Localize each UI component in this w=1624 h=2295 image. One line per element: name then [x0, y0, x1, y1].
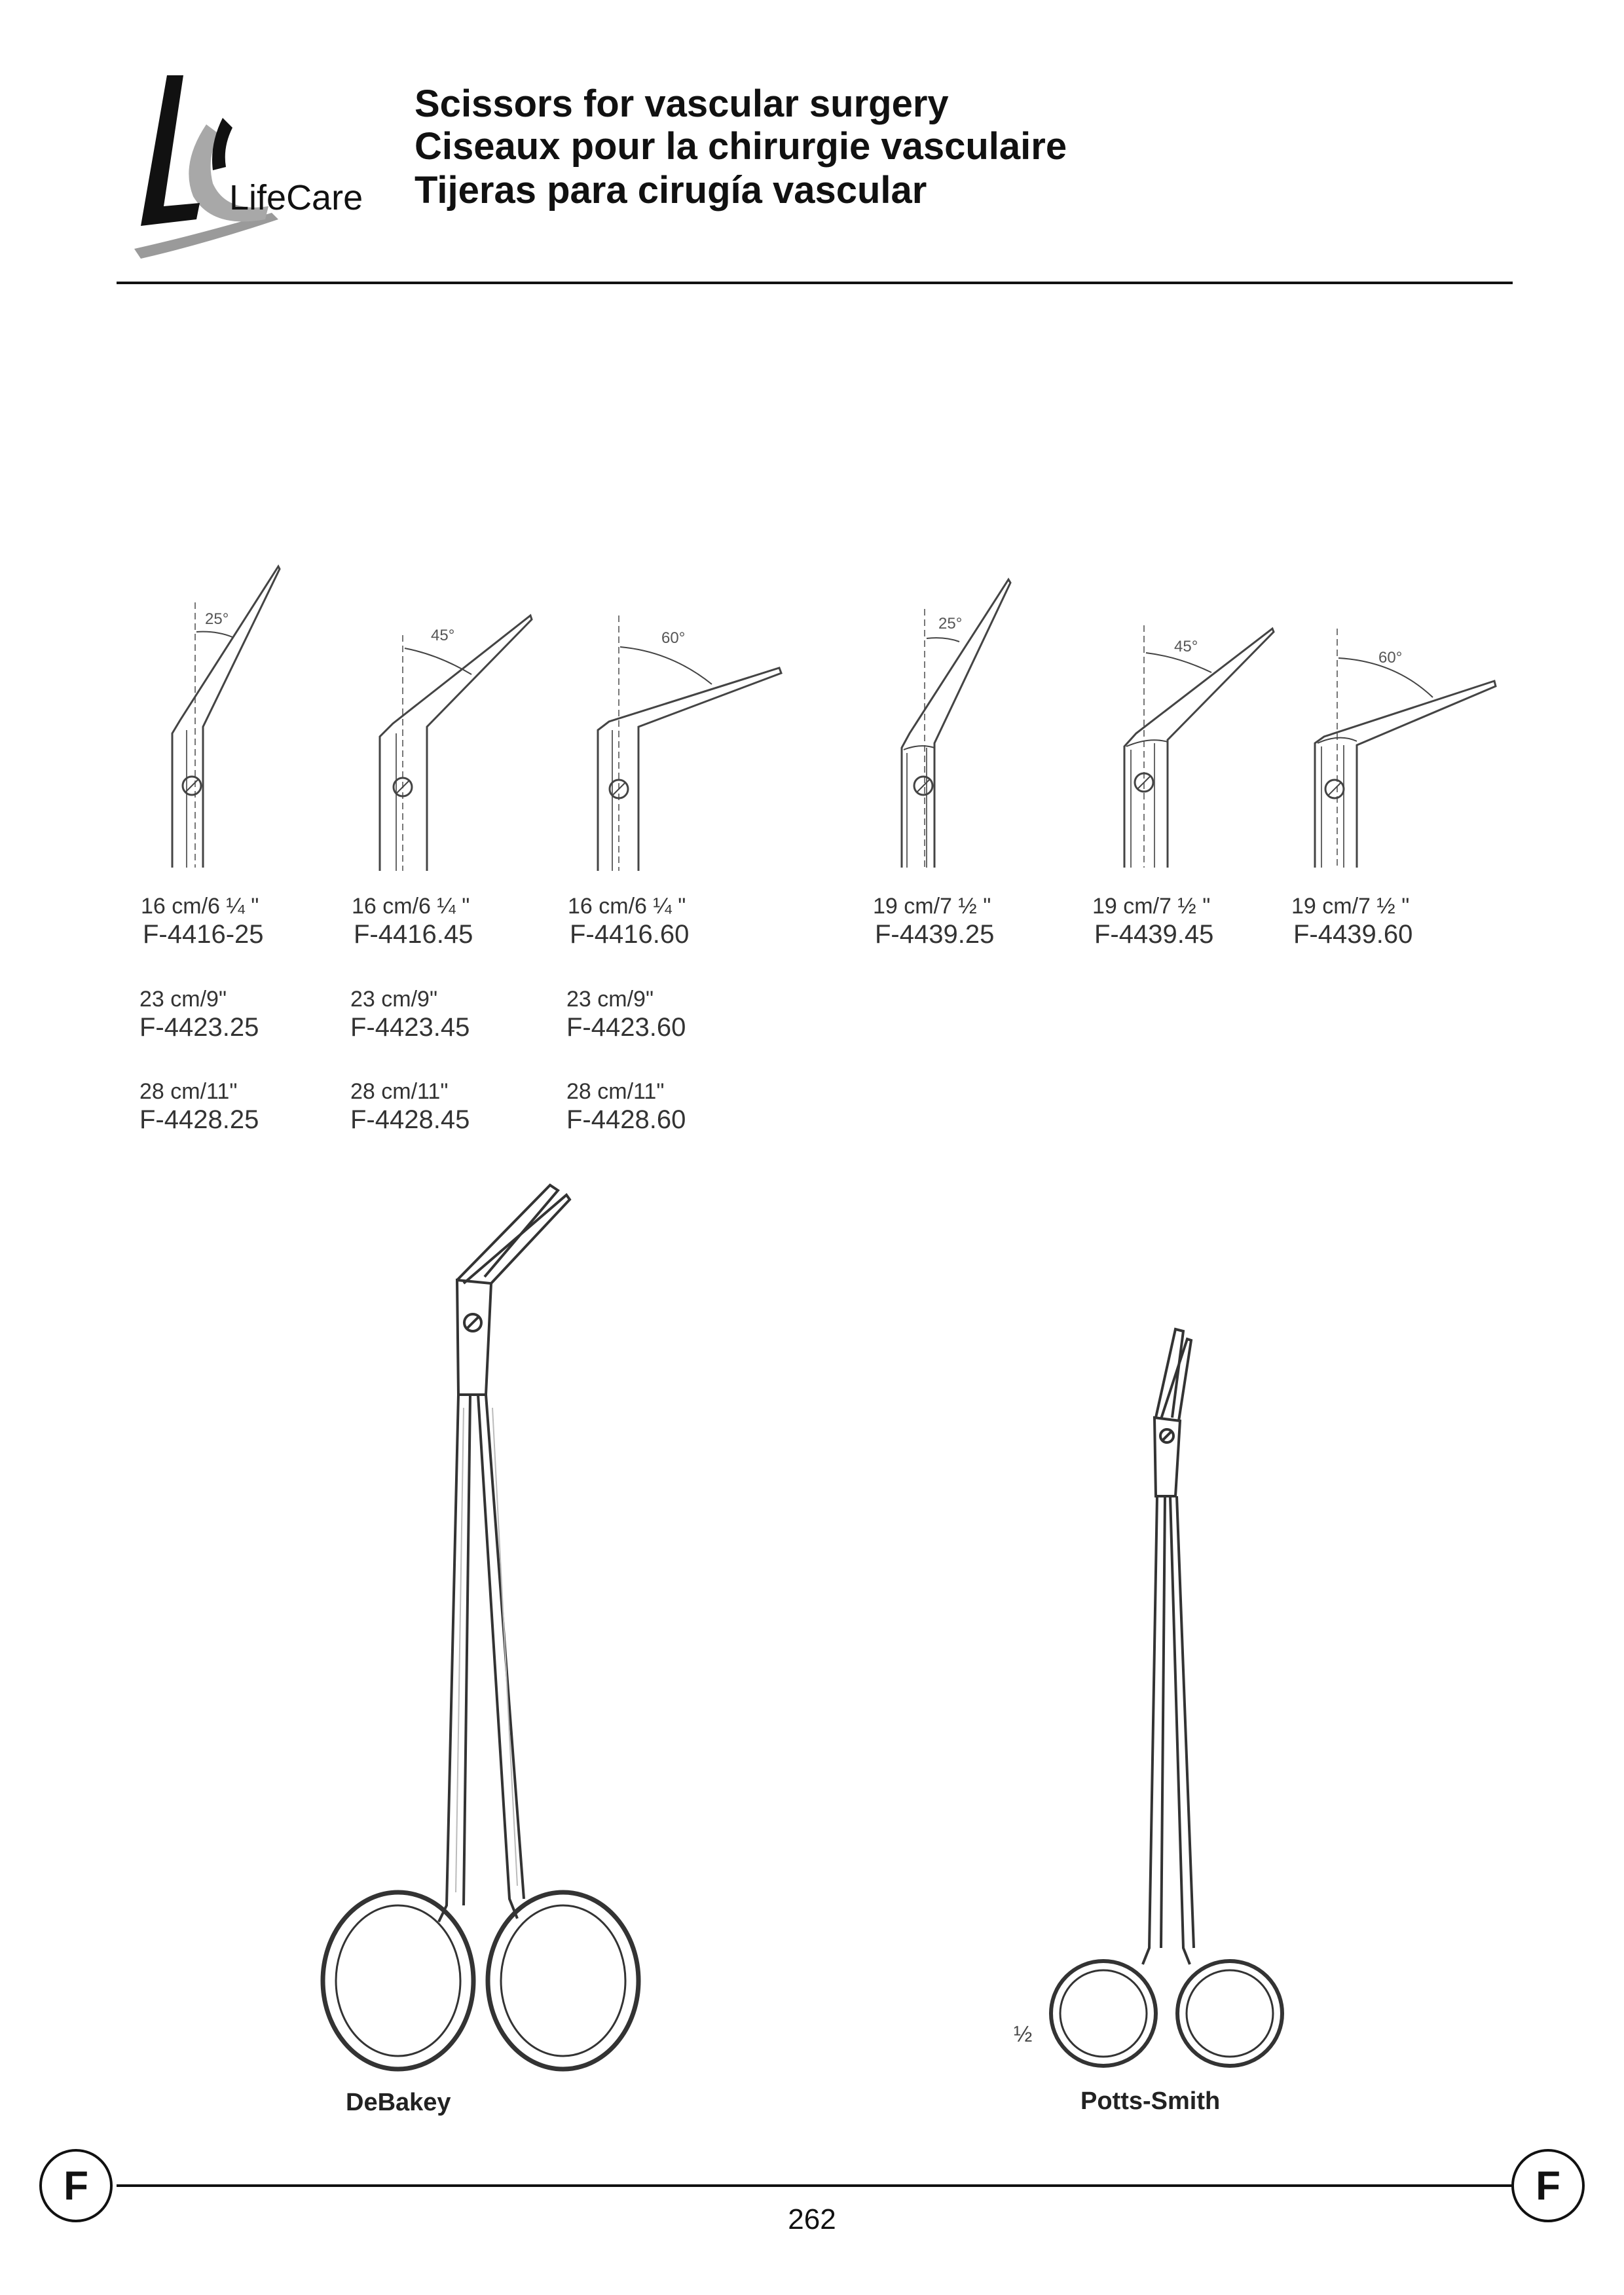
- debakey-scissors-illustration: [301, 1179, 655, 2082]
- size-label: 19 cm/7 ½ ": [873, 894, 991, 919]
- product-code: F-4423.25: [139, 1013, 259, 1042]
- lifecare-logo: [115, 72, 370, 262]
- product-code: F-4416.45: [354, 920, 473, 949]
- page-title-es: Tijeras para cirugía vascular: [415, 169, 927, 211]
- page-title-en: Scissors for vascular surgery: [415, 83, 949, 125]
- size-label: 16 cm/6 ¼ ": [568, 894, 686, 919]
- tip-diagram-60-potts: [1310, 629, 1500, 868]
- size-label: 28 cm/11": [566, 1079, 665, 1104]
- tip-diagram-45-potts: [1116, 625, 1277, 868]
- product-code: F-4423.60: [566, 1013, 686, 1042]
- size-label: 19 cm/7 ½ ": [1092, 894, 1211, 919]
- size-label: 28 cm/11": [139, 1079, 238, 1104]
- footer-divider: [117, 2184, 1513, 2187]
- product-code: F-4428.60: [566, 1105, 686, 1134]
- size-label: 16 cm/6 ¼ ": [141, 894, 259, 919]
- instrument-name-potts-smith: Potts-Smith: [1080, 2087, 1221, 2115]
- logo-text: LifeCare: [229, 178, 363, 217]
- tip-diagram-60-debakey: [593, 615, 786, 871]
- product-code: F-4439.25: [875, 920, 995, 949]
- product-code: F-4423.45: [350, 1013, 470, 1042]
- angle-label: 45°: [431, 627, 455, 644]
- section-badge-left: F: [39, 2149, 113, 2222]
- page-title-fr: Ciseaux pour la chirurgie vasculaire: [415, 125, 1067, 168]
- tip-diagram-25-potts: [894, 576, 1025, 868]
- product-code: F-4416.60: [570, 920, 690, 949]
- size-label: 16 cm/6 ¼ ": [352, 894, 470, 919]
- header-divider: [117, 282, 1513, 284]
- tip-diagram-45-debakey: [373, 609, 537, 871]
- size-label: 23 cm/9": [350, 987, 438, 1012]
- angle-label: 25°: [938, 615, 963, 633]
- angle-label: 60°: [1378, 649, 1403, 667]
- angle-label: 25°: [205, 610, 229, 628]
- size-label: 19 cm/7 ½ ": [1291, 894, 1410, 919]
- angle-label: 45°: [1174, 638, 1198, 655]
- section-badge-right: F: [1511, 2149, 1585, 2222]
- product-code: F-4439.45: [1094, 920, 1214, 949]
- angle-label: 60°: [661, 629, 686, 647]
- product-code: F-4428.45: [350, 1105, 470, 1134]
- page-number: 262: [788, 2203, 836, 2235]
- tip-diagram-25-debakey: [160, 560, 291, 868]
- scale-label: ½: [1014, 2022, 1033, 2047]
- size-label: 23 cm/9": [566, 987, 654, 1012]
- product-code: F-4428.25: [139, 1105, 259, 1134]
- size-label: 23 cm/9": [139, 987, 227, 1012]
- product-code: F-4416-25: [143, 920, 264, 949]
- product-code: F-4439.60: [1293, 920, 1413, 949]
- instrument-name-debakey: DeBakey: [346, 2089, 451, 2116]
- size-label: 28 cm/11": [350, 1079, 449, 1104]
- potts-smith-scissors-illustration: [1044, 1319, 1290, 2072]
